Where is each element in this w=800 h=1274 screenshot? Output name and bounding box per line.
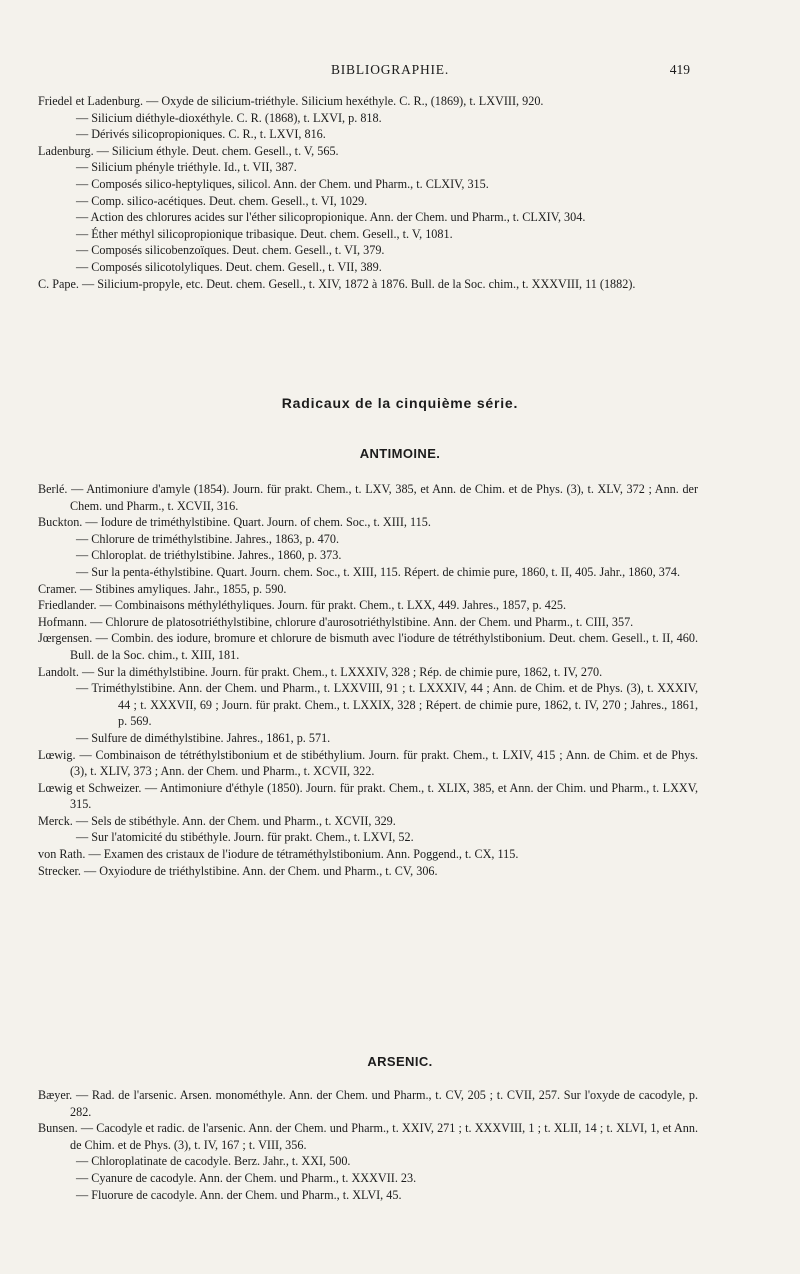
entry-text: — Silicium diéthyle-dioxéthyle. C. R. (1868), t. LXVI, p. 818. — [76, 110, 382, 125]
entry-text: — Oxyde de silicium-triéthyle. Silicium hexéthyle. C. R., (1869), t. LXVIII, 920. — [146, 94, 544, 108]
entry-text: — Composés silicotolyliques. Deut. chem. Gesell., t. VII, 389. — [76, 259, 382, 274]
bibliography-entry — [38, 581, 698, 598]
entry-author: Buckton. — [38, 515, 83, 530]
entry-author: Cramer. — [38, 581, 77, 596]
antimoine-heading: ANTIMOINE. — [359, 446, 441, 461]
entry-text: — Silicium phényle triéthyle. Id., t. VII, 387. — [76, 160, 297, 175]
bibliography-entry — [38, 259, 698, 276]
running-title: BIBLIOGRAPHIE. — [330, 62, 450, 77]
entry-text: — Combinaison de tétréthylstibonium et de stibéthylium. Journ. für prakt. Chem., t. LXIV, 415 ; Ann. de Chim. et de Phys. (3), t. XLIV, 373 ; Ann. der Chem. und Pharm., t. XCVII, 322. — [70, 747, 698, 779]
entry-text: — Sels de stibéthyle. Ann. der Chem. und Pharm., t. XCVII, 329. — [75, 813, 396, 828]
entry-author: Berlé. — [38, 482, 68, 496]
entry-text: — Sur l'atomicité du stibéthyle. Journ. für prakt. Chem., t. LXVI, 52. — [76, 830, 414, 845]
bibliography-entry — [38, 93, 698, 110]
entry-text: — Cacodyle et radic. de l'arsenic. Ann. der Chem. und Pharm., t. XXIV, 271 ; t. XXXVIII, 1 ; t. XLII, 14 ; t. XLVI, 1, et Ann. de Chim. et de Phys. (3), t. IV, 167 ; t. VIII, 356. — [70, 1121, 699, 1152]
bibliography-entry — [38, 176, 698, 193]
entry-author: Bunsen. — [38, 1121, 78, 1136]
bibliography-entry — [38, 597, 698, 614]
bibliography-entry — [38, 630, 698, 663]
entry-text: — Stibines amyliques. Jahr., 1855, p. 590. — [79, 581, 287, 596]
bibliography-entry — [38, 547, 698, 564]
entry-author: Lœwig. — [38, 747, 76, 762]
entry-text: — Comp. silico-acétiques. Deut. chem. Gesell., t. VI, 1029. — [76, 193, 368, 208]
bibliography-entry — [38, 276, 698, 293]
entry-text: — Triméthylstibine. Ann. der Chem. und Pharm., t. LXXVIII, 91 ; t. LXXXIV, 44 ; Ann. de Chim. et de Phys. (3), t. XXXIV, 44 ; t. XXXVII, 69 ; Journ. für prakt. Chem., t. LXXIX, 328 ; Répert. de chimie pure, 1862, t. IV, 270 ; Jahres., 1861, p. 569. — [76, 681, 698, 729]
entry-text: — Sur la diméthylstibine. Journ. für prakt. Chem., t. LXXXIV, 328 ; Rép. de chimie pure, 1862, t. IV, 270. — [82, 664, 603, 679]
bibliography-entry — [38, 531, 698, 548]
entry-text: — Sulfure de diméthylstibine. Jahres., 1861, p. 571. — [76, 730, 331, 745]
bibliography-entry — [38, 110, 698, 127]
bibliography-entry — [38, 863, 698, 880]
entry-author: C. Pape. — [38, 276, 79, 291]
bibliography-entry — [38, 1170, 698, 1187]
running-head — [0, 62, 800, 86]
bibliography-entry — [38, 747, 698, 780]
antimoine-entries — [38, 481, 698, 879]
bibliography-entry — [38, 614, 698, 631]
entry-text: — Silicium-propyle, etc. Deut. chem. Gesell., t. XIV, 1872 à 1876. Bull. de la Soc. chim., t. XXXVIII, 11 (1882). — [82, 276, 636, 291]
entry-text: — Cyanure de cacodyle. Ann. der Chem. und Pharm., t. XXXVII. 23. — [76, 1170, 417, 1185]
entry-text: — Combin. des iodure, bromure et chlorure de bismuth avec l'iodure de tétréthylstibonium. Deut. chem. Gesell., t. II, 460. Bull. de la Soc. chim., t. XIII, 181. — [70, 631, 698, 662]
entry-text: — Silicium éthyle. Deut. chem. Gesell., t. V, 565. — [96, 143, 339, 158]
entry-author: Friedlander. — [38, 598, 97, 613]
bibliography-entry — [38, 242, 698, 259]
entry-text: — Antimoniure d'amyle (1854). Journ. für prakt. Chem., t. LXV, 385, et Ann. de Chim. et de Phys. (3), t. XLV, 372 ; Ann. der Chem. und Pharm., t. XCVII, 316. — [70, 482, 699, 513]
entry-text: — Composés silico-heptyliques, silicol. Ann. der Chem. und Pharm., t. CLXIV, 315. — [76, 176, 489, 191]
bibliography-entry — [38, 829, 698, 846]
bibliography-entry — [38, 813, 698, 830]
bibliography-entry — [38, 680, 698, 730]
arsenic-entries — [38, 1087, 698, 1203]
bibliography-entry — [38, 1087, 698, 1120]
entry-text: — Oxyiodure de triéthylstibine. Ann. der Chem. und Pharm., t. CV, 306. — [84, 863, 438, 878]
entry-text: — Fluorure de cacodyle. Ann. der Chem. und Pharm., t. XLVI, 45. — [76, 1187, 402, 1202]
bibliography-entry — [38, 193, 698, 210]
bibliography-entry — [38, 226, 698, 243]
bibliography-entry — [38, 159, 698, 176]
entry-text: — Rad. de l'arsenic. Arsen. monométhyle. Ann. der Chem. und Pharm., t. CV, 205 ; t. CVII, 257. Sur l'oxyde de cacodyle, p. 282. — [70, 1088, 699, 1119]
bibliography-entry — [38, 846, 698, 863]
bibliography-entry — [38, 664, 698, 681]
entry-text: — Antimoniure d'éthyle (1850). Journ. für prakt. Chem., t. XLIX, 385, et Ann. der Chim. und Pharm., t. LXXV, 315. — [70, 780, 699, 812]
entry-text: — Composés silicobenzoïques. Deut. chem. Gesell., t. VI, 379. — [76, 243, 385, 258]
bibliography-entry — [38, 730, 698, 747]
entry-text: — Chloroplat. de triéthylstibine. Jahres., 1860, p. 373. — [76, 548, 342, 563]
entry-author: Hofmann. — [38, 614, 88, 629]
entry-text: — Chloroplatinate de cacodyle. Berz. Jahr., t. XXI, 500. — [76, 1154, 351, 1169]
entry-text: — Éther méthyl silicopropionique tribasique. Deut. chem. Gesell., t. V, 1081. — [76, 226, 453, 241]
top-entries — [38, 93, 698, 292]
entry-text: — Dérivés silicopropioniques. C. R., t. LXVI, 816. — [76, 127, 326, 142]
bibliography-entry — [38, 481, 698, 514]
bibliography-entry — [38, 126, 698, 143]
entry-author: Strecker. — [38, 863, 81, 878]
entry-text: — Action des chlorures acides sur l'éther silicopropionique. Ann. der Chem. und Pharm., t. CLXIV, 304. — [76, 210, 586, 225]
bibliography-entry — [38, 209, 698, 226]
page-number: 419 — [669, 62, 690, 77]
entry-text: — Sur la penta-éthylstibine. Quart. Journ. chem. Soc., t. XIII, 115. Répert. de chimie pure, 1860, t. II, 405. Jahr., 1860, 374. — [76, 564, 681, 579]
bibliography-entry — [38, 1120, 698, 1153]
entry-text: — Chlorure de platosotriéthylstibine, chlorure d'aurosotriéthylstibine. Ann. der Chem. und Pharm., t. CIII, 357. — [90, 614, 634, 629]
bibliography-entry — [38, 1187, 698, 1204]
entry-author: Bæyer. — [38, 1088, 73, 1102]
bibliography-entry — [38, 1153, 698, 1170]
entry-author: Lœwig et Schweizer. — [38, 780, 142, 795]
bibliography-entry — [38, 514, 698, 531]
entry-text: — Chlorure de triméthylstibine. Jahres., 1863, p. 470. — [76, 531, 340, 546]
entry-author: Merck. — [38, 813, 73, 828]
bibliography-entry — [38, 143, 698, 160]
entry-text: — Examen des cristaux de l'iodure de tétraméthylstibonium. Ann. Poggend., t. CX, 115. — [88, 847, 519, 862]
bibliography-entry — [38, 780, 698, 813]
entry-author: Ladenburg. — [38, 143, 94, 158]
bibliography-entry — [38, 564, 698, 581]
entry-author: von Rath. — [38, 847, 86, 862]
entry-text: — Iodure de triméthylstibine. Quart. Journ. of chem. Soc., t. XIII, 115. — [85, 515, 431, 530]
series-heading: Radicaux de la cinquième série. — [281, 395, 519, 411]
entry-text: — Combinaisons méthyléthyliques. Journ. für prakt. Chem., t. LXX, 449. Jahres., 1857, p. 425. — [99, 598, 567, 613]
arsenic-heading: ARSENIC. — [367, 1054, 433, 1069]
entry-author: Friedel et Ladenburg. — [38, 94, 144, 108]
entry-author: Landolt. — [38, 664, 79, 679]
entry-author: Jœrgensen. — [38, 631, 93, 646]
